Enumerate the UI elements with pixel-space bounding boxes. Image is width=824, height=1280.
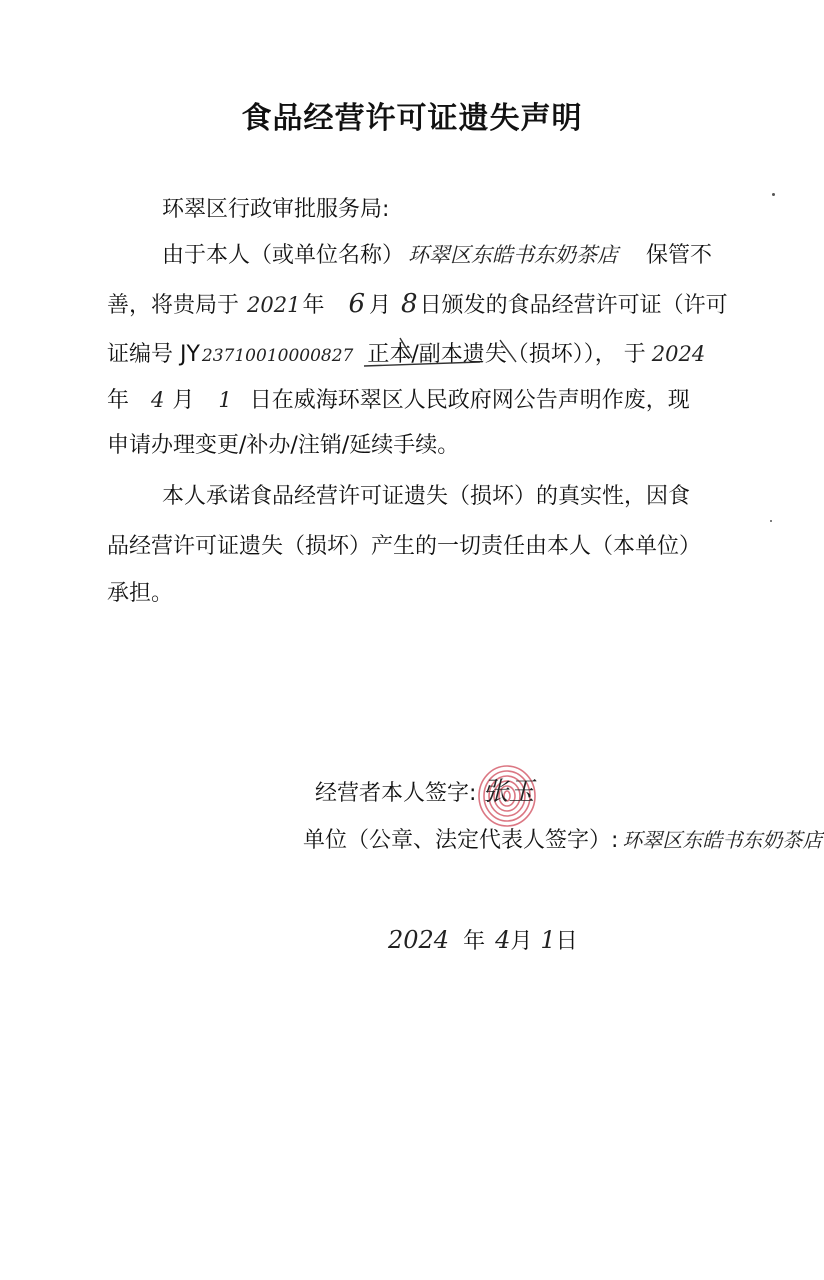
- handwritten-issue-year: 2021: [247, 293, 301, 317]
- operator-signature-label: 经营者本人签字:: [315, 781, 477, 806]
- p2-line3: 承担。: [107, 581, 174, 606]
- handwritten-license-number: 23710010000827: [201, 346, 354, 366]
- operator-handwritten-signature: 张玉: [482, 777, 535, 807]
- operator-signature-line: [315, 778, 534, 808]
- date-handwritten-month: 4: [495, 926, 511, 954]
- date-handwritten-year: 2024: [388, 926, 450, 954]
- date-year-label: 年: [463, 929, 486, 954]
- handwritten-issue-month: 6: [348, 289, 366, 319]
- handwritten-announce-month: 4: [151, 388, 165, 412]
- p2-line1: 本人承诺食品经营许可证遗失（损坏）的真实性，因食: [162, 484, 691, 509]
- document-title: 食品经营许可证遗失声明: [241, 101, 583, 136]
- unit-signature-line: [303, 826, 822, 855]
- p1-l4c: 日在威海环翠区人民政府网公告声明作废，现: [249, 388, 690, 413]
- handwritten-strike-marks: [360, 332, 530, 372]
- p1-l4a: 年: [107, 388, 130, 413]
- p1-line5: 申请办理变更/补办/注销/延续手续。: [107, 433, 460, 458]
- p1-l2b: 年: [302, 293, 325, 318]
- unit-signature-label: 单位（公章、法定代表人签字）:: [303, 828, 619, 853]
- signing-date: [388, 926, 578, 956]
- scan-speck: [772, 193, 775, 196]
- p1-intro: 由于本人（或单位名称）: [162, 243, 405, 268]
- p2-line2: 品经营许可证遗失（损坏）产生的一切责任由本人（本单位）: [107, 534, 702, 559]
- handwritten-announce-year: 2024: [651, 342, 706, 366]
- handwritten-announce-day: 1: [218, 388, 232, 412]
- p1-l4b: 月: [172, 388, 195, 413]
- unit-handwritten-signature: 环翠区东皓书东奶茶店: [622, 828, 823, 852]
- p1-after-name: 保管不: [646, 243, 713, 268]
- scan-speck: [770, 520, 772, 522]
- date-month-label: 月: [510, 929, 533, 954]
- p1-line2: [107, 290, 728, 320]
- p1-l3b: 正本/副本遗失（损坏））， 于: [367, 342, 646, 367]
- date-handwritten-day: 1: [540, 926, 556, 954]
- p1-line1: [162, 241, 712, 270]
- handwritten-business-name: 环翠区东皓书东奶茶店: [408, 243, 619, 267]
- handwritten-issue-day: 8: [401, 289, 418, 319]
- addressee: 环翠区行政审批服务局:: [162, 197, 390, 222]
- p1-l2d: 日颁发的食品经营许可证（许可: [419, 293, 728, 318]
- p1-l3a: 证编号 JY: [107, 342, 200, 367]
- date-day-label: 日: [555, 929, 578, 954]
- p1-line4: [107, 386, 690, 415]
- p1-l2a: 善，将贵局于: [107, 293, 240, 318]
- p1-l2c: 月: [369, 293, 392, 318]
